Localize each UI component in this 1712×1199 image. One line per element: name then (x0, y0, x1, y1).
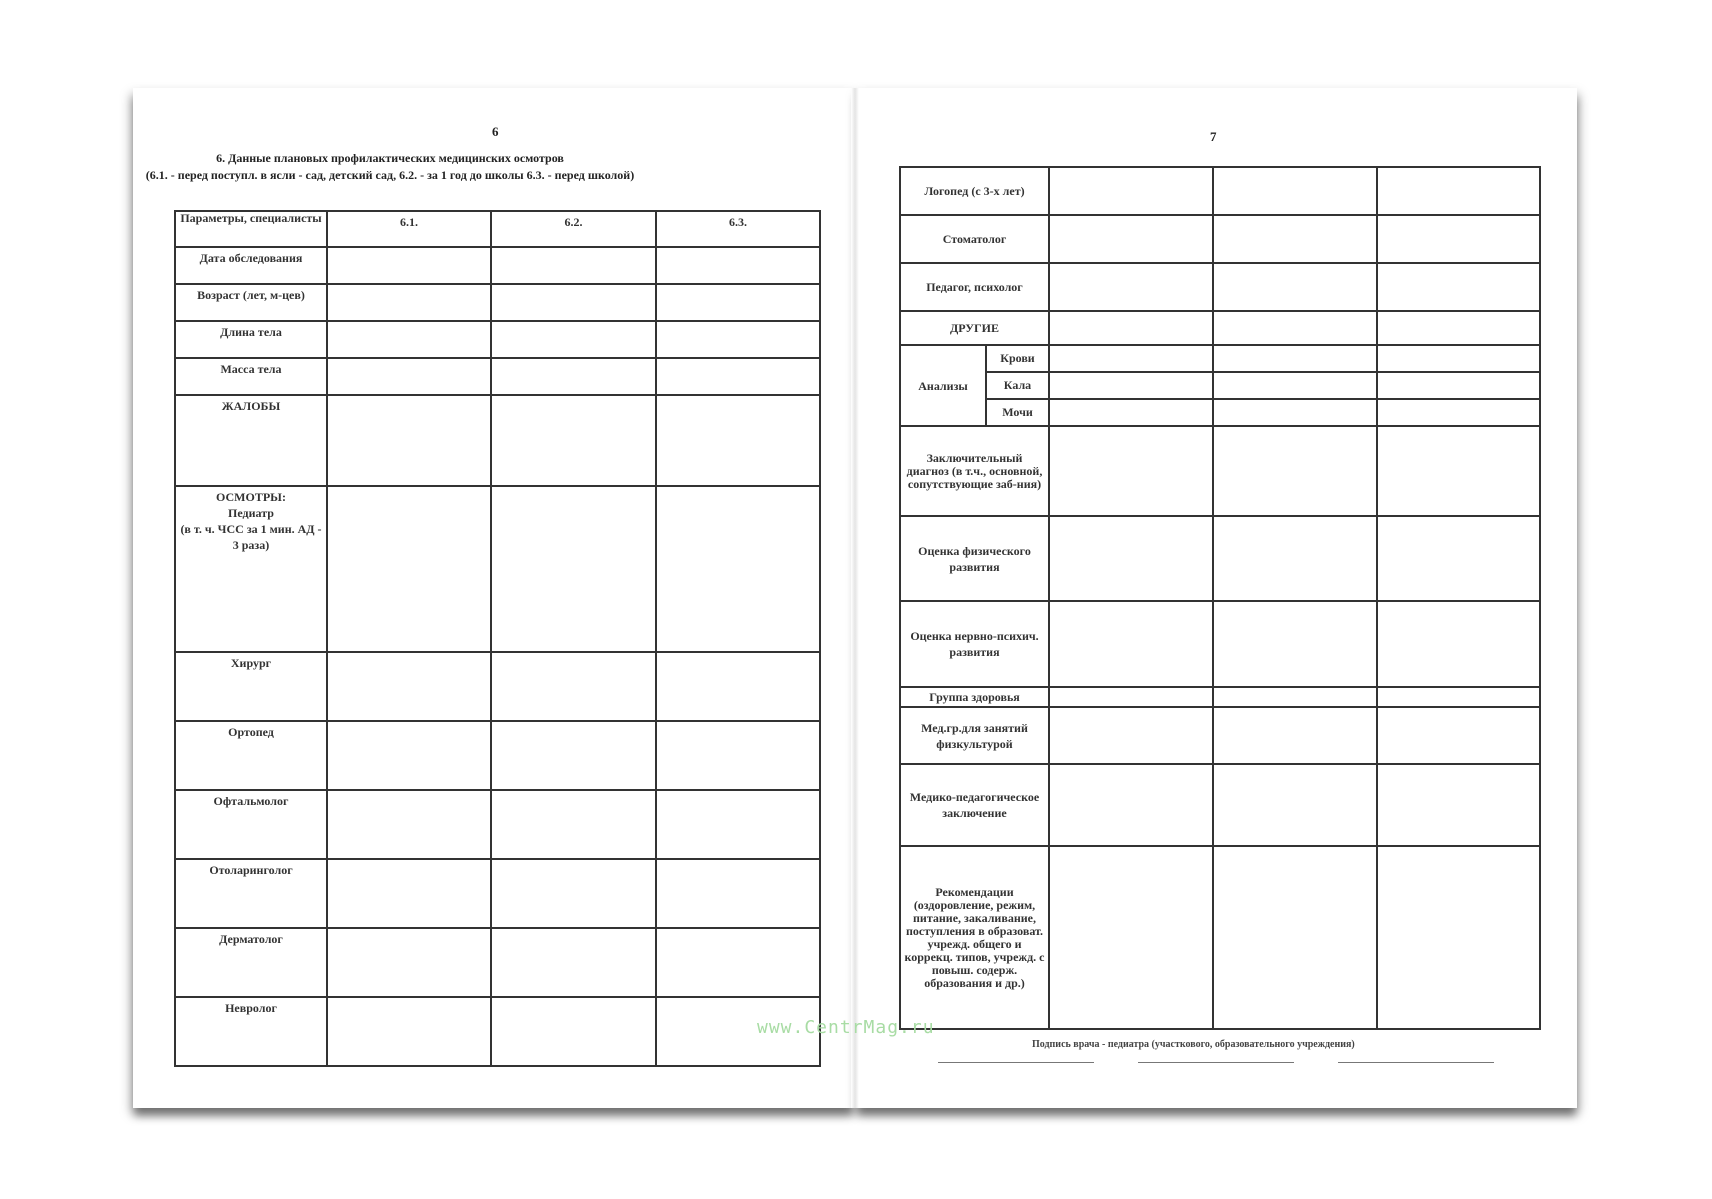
row-label-blood: Крови (986, 345, 1049, 372)
signature-line-6-1[interactable] (938, 1062, 1094, 1063)
entry-cell[interactable] (1049, 846, 1213, 1029)
entry-cell[interactable] (1049, 215, 1213, 263)
table-row (175, 321, 820, 358)
table-row (900, 263, 1540, 311)
row-label-surgeon: Хирург (175, 652, 327, 721)
entry-cell[interactable] (1377, 215, 1540, 263)
entry-cell[interactable] (491, 790, 656, 859)
left-exam-table (174, 210, 821, 1067)
table-row (175, 721, 820, 790)
entry-cell[interactable] (327, 859, 491, 928)
entry-cell[interactable] (1213, 311, 1377, 345)
row-label-urine: Мочи (986, 399, 1049, 426)
entry-cell[interactable] (491, 284, 656, 321)
entry-cell[interactable] (1049, 345, 1213, 372)
row-label-feces: Кала (986, 372, 1049, 399)
table-row (175, 928, 820, 997)
entry-cell[interactable] (1049, 687, 1213, 707)
section-title-block (40, 150, 740, 184)
entry-cell[interactable] (491, 652, 656, 721)
entry-cell[interactable] (1377, 601, 1540, 687)
entry-cell[interactable] (656, 358, 820, 395)
entry-cell[interactable] (1213, 426, 1377, 516)
entry-cell[interactable] (1213, 687, 1377, 707)
right-exam-table (899, 166, 1541, 1030)
header-params: Параметры, специалисты (175, 211, 327, 247)
pediatrician-note: (в т. ч. ЧСС за 1 мин. АД - 3 раза) (180, 522, 322, 552)
entry-cell[interactable] (1213, 846, 1377, 1029)
row-label-body-mass: Масса тела (175, 358, 327, 395)
entry-cell[interactable] (1213, 345, 1377, 372)
table-row (900, 846, 1540, 1029)
table-row (900, 399, 1540, 426)
entry-cell[interactable] (491, 358, 656, 395)
row-label-physical-dev: Оценка физического развития (900, 516, 1049, 601)
entry-cell[interactable] (491, 928, 656, 997)
entry-cell[interactable] (1377, 764, 1540, 846)
entry-cell[interactable] (491, 321, 656, 358)
entry-cell[interactable] (1377, 311, 1540, 345)
entry-cell[interactable] (1213, 764, 1377, 846)
pediatrician-label-group (179, 489, 323, 553)
table-row (900, 764, 1540, 846)
table-row (900, 707, 1540, 764)
entry-cell[interactable] (327, 395, 491, 486)
row-label-dermatologist: Дерматолог (175, 928, 327, 997)
entry-cell[interactable] (1377, 707, 1540, 764)
row-label-recommendations: Рекомендации (оздоровление, режим, питание, закаливание, поступления в образоват. учрежд. общего и коррекц. типов, учрежд. с повыш. содерж. образования и др.) (900, 846, 1049, 1029)
table-row (175, 790, 820, 859)
entry-cell[interactable] (656, 790, 820, 859)
exams-heading: ОСМОТРЫ: (216, 490, 286, 504)
entry-cell[interactable] (327, 997, 491, 1066)
row-label-pediatrician (175, 486, 327, 652)
signature-line-6-3[interactable] (1338, 1062, 1494, 1063)
row-label-ped-conclusion: Медико-педагогическое заключение (900, 764, 1049, 846)
header-col-6-1: 6.1. (327, 211, 491, 247)
table-header-row (175, 211, 820, 247)
row-label-final-diagnosis: Заключительный диагноз (в т.ч., основной, сопутствующие заб-ния) (900, 426, 1049, 516)
table-row (900, 426, 1540, 516)
table-row (900, 601, 1540, 687)
table-row (900, 167, 1540, 215)
book-gutter (851, 88, 859, 1108)
right-page-number: 7 (1210, 129, 1217, 144)
table-row (900, 311, 1540, 345)
entry-cell[interactable] (1049, 516, 1213, 601)
table-row (175, 652, 820, 721)
table-row (175, 859, 820, 928)
table-row (900, 215, 1540, 263)
signature-caption: Подпись врача - педиатра (участкового, образовательного учреждения) (1032, 1039, 1355, 1050)
row-label-pe-group: Мед.гр.для занятий физкультурой (900, 707, 1049, 764)
entry-cell[interactable] (327, 790, 491, 859)
entry-cell[interactable] (1377, 263, 1540, 311)
entry-cell[interactable] (656, 652, 820, 721)
entry-cell[interactable] (491, 721, 656, 790)
entry-cell[interactable] (1213, 399, 1377, 426)
entry-cell[interactable] (1049, 372, 1213, 399)
table-row (175, 284, 820, 321)
row-label-body-length: Длина тела (175, 321, 327, 358)
entry-cell[interactable] (1049, 426, 1213, 516)
entry-cell[interactable] (327, 486, 491, 652)
row-label-neurologist: Невролог (175, 997, 327, 1066)
row-label-orthopedist: Ортопед (175, 721, 327, 790)
entry-cell[interactable] (327, 247, 491, 284)
table-row (175, 395, 820, 486)
entry-cell[interactable] (656, 486, 820, 652)
header-col-6-3: 6.3. (656, 211, 820, 247)
entry-cell[interactable] (1213, 601, 1377, 687)
row-label-ophthalmologist: Офтальмолог (175, 790, 327, 859)
row-label-others: ДРУГИЕ (900, 311, 1049, 345)
entry-cell[interactable] (491, 247, 656, 284)
section-title: 6. Данные плановых профилактических медицинских осмотров (216, 151, 564, 165)
row-label-exam-date: Дата обследования (175, 247, 327, 284)
watermark: www.CentrMag.ru (757, 1017, 935, 1038)
row-label-neuro-dev: Оценка нервно-психич. развития (900, 601, 1049, 687)
table-row (175, 247, 820, 284)
entry-cell[interactable] (656, 284, 820, 321)
entry-cell[interactable] (491, 395, 656, 486)
entry-cell[interactable] (1213, 707, 1377, 764)
row-label-health-group: Группа здоровья (900, 687, 1049, 707)
entry-cell[interactable] (1377, 399, 1540, 426)
table-row (175, 997, 820, 1066)
pediatrician-label-top (179, 489, 323, 521)
entry-cell[interactable] (1213, 372, 1377, 399)
entry-cell[interactable] (1049, 399, 1213, 426)
section-subtitle: (6.1. - перед поступл. в ясли - сад, детский сад, 6.2. - за 1 год до школы 6.3. - перед школой) (145, 168, 635, 182)
entry-cell[interactable] (1377, 345, 1540, 372)
entry-cell[interactable] (1049, 707, 1213, 764)
entry-cell[interactable] (1049, 311, 1213, 345)
entry-cell[interactable] (1377, 372, 1540, 399)
table-row (900, 516, 1540, 601)
pediatrician-label: Педиатр (228, 506, 274, 520)
entry-cell[interactable] (327, 358, 491, 395)
row-label-dentist: Стоматолог (900, 215, 1049, 263)
row-label-complaints: ЖАЛОБЫ (175, 395, 327, 486)
entry-cell[interactable] (327, 284, 491, 321)
row-label-analyses: Анализы (900, 345, 986, 426)
entry-cell[interactable] (656, 928, 820, 997)
table-row (900, 345, 1540, 372)
table-row (900, 687, 1540, 707)
entry-cell[interactable] (1049, 167, 1213, 215)
entry-cell[interactable] (491, 859, 656, 928)
table-row (900, 372, 1540, 399)
entry-cell[interactable] (491, 997, 656, 1066)
table-row (175, 358, 820, 395)
entry-cell[interactable] (1377, 426, 1540, 516)
row-label-speech-therapist: Логопед (с 3-х лет) (900, 167, 1049, 215)
entry-cell[interactable] (1213, 516, 1377, 601)
entry-cell[interactable] (1049, 601, 1213, 687)
entry-cell[interactable] (327, 928, 491, 997)
row-label-psychologist: Педагог, психолог (900, 263, 1049, 311)
entry-cell[interactable] (656, 321, 820, 358)
entry-cell[interactable] (656, 859, 820, 928)
signature-line-6-2[interactable] (1138, 1062, 1294, 1063)
left-page-number: 6 (492, 124, 499, 139)
entry-cell[interactable] (656, 247, 820, 284)
header-col-6-2: 6.2. (491, 211, 656, 247)
entry-cell[interactable] (1377, 846, 1540, 1029)
entry-cell[interactable] (1377, 516, 1540, 601)
entry-cell[interactable] (491, 486, 656, 652)
entry-cell[interactable] (327, 652, 491, 721)
entry-cell[interactable] (1049, 764, 1213, 846)
entry-cell[interactable] (1213, 215, 1377, 263)
entry-cell[interactable] (656, 395, 820, 486)
row-label-otolaryngologist: Отоларинголог (175, 859, 327, 928)
entry-cell[interactable] (1213, 167, 1377, 215)
entry-cell[interactable] (1377, 167, 1540, 215)
entry-cell[interactable] (1213, 263, 1377, 311)
entry-cell[interactable] (327, 721, 491, 790)
table-row (175, 486, 820, 652)
entry-cell[interactable] (1377, 687, 1540, 707)
entry-cell[interactable] (327, 321, 491, 358)
entry-cell[interactable] (656, 721, 820, 790)
entry-cell[interactable] (1049, 263, 1213, 311)
row-label-age: Возраст (лет, м-цев) (175, 284, 327, 321)
